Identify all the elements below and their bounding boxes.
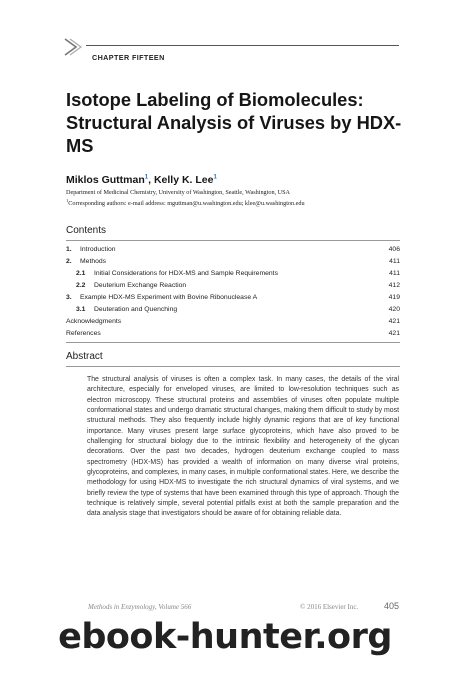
abstract-text: The structural analysis of viruses is often a complex task. In many cases, the details of the viral architecture, especially for enveloped viruses, are limited to low-resolution techniques such as electron microscopy. These structural proteins and assemblies of viruses often populate multiple conformational states and undergo dramatic structural changes, making them difficult to study by most structural methods. They also frequently include highly dynamic regions that are of key functional importance. Many viruses present large surface glycoproteins, which have also proved to be challenging for structural biology due to the intrinsic flexibility and heterogeneity of the glycan decorations. Over the past two decades, hydrogen deuterium exchange coupled to mass spectrometry (HDX-MS) has provided a wealth of information on many diverse viral proteins, glycoproteins, and complexes, in many cases, in multiple conformational states. Here, we describe the methodology for using HDX-MS to investigate the rich structural dynamics of viral systems, and we briefly review the type of systems that have been examined through this type of approach. Though the technique is relatively simple, several potential pitfalls exist at both the sample preparation and the data analysis stage that investigators should be aware of for obtaining reliable data. (87, 376, 399, 518)
toc-item-number: 1. (66, 246, 72, 253)
toc-item-label: Deuteration and Quenching (94, 306, 178, 313)
toc-item-label: Initial Considerations for HDX-MS and Sample Requirements (94, 270, 278, 277)
toc-item-number: 2. (66, 258, 72, 265)
author-affiliation-mark[interactable]: 1 (213, 174, 217, 181)
toc-item[interactable] (66, 244, 400, 256)
toc-item-label: Acknowledgments (66, 318, 122, 325)
toc-item-number: 3. (66, 294, 72, 301)
toc-item-page: 411 (389, 270, 400, 277)
toc-item-page: 421 (388, 318, 400, 325)
chapter-chevron-icon (62, 37, 82, 57)
affiliation (66, 189, 305, 208)
toc-item-number: 2.1 (76, 270, 86, 277)
contents-rule-bottom (66, 342, 400, 343)
author-affiliation-mark[interactable]: 1 (144, 174, 149, 181)
toc-item-page: 406 (388, 246, 400, 253)
toc-item-number: 2.2 (76, 282, 86, 289)
toc-item[interactable] (66, 268, 400, 280)
header-rule (86, 45, 399, 46)
toc-item-label: Introduction (80, 246, 116, 253)
toc-item[interactable] (66, 280, 400, 292)
table-of-contents (66, 244, 400, 340)
journal-footer: Methods in Enzymology, Volume 566 (88, 603, 192, 611)
contents-rule-top (66, 240, 400, 241)
toc-item-page: 419 (388, 294, 400, 301)
contents-heading: Contents (66, 225, 107, 236)
toc-item[interactable] (66, 316, 400, 328)
copyright-footer: © 2016 Elsevier Inc. (300, 603, 359, 611)
watermark-text: ebook-hunter.org (58, 617, 392, 657)
corresponding-text: Corresponding authors: e-mail address: mguttman@u.washington.edu; klee@u.washington.edu (68, 200, 305, 208)
toc-item-page: 420 (388, 306, 400, 313)
toc-item-page: 421 (388, 330, 400, 337)
toc-item-page: 412 (388, 282, 400, 289)
author-list (66, 174, 217, 186)
author-name: Miklos Guttman (66, 174, 145, 186)
toc-item-label: Deuterium Exchange Reaction (94, 282, 187, 289)
toc-item[interactable] (66, 328, 400, 340)
abstract-rule (66, 366, 400, 367)
toc-item[interactable] (66, 304, 400, 316)
toc-item-number: 3.1 (76, 306, 86, 313)
abstract-heading: Abstract (66, 351, 103, 362)
chapter-label: CHAPTER FIFTEEN (92, 53, 165, 62)
toc-item-label: Methods (80, 258, 107, 265)
toc-item[interactable] (66, 256, 400, 268)
corresponding-mark: 1 (66, 198, 69, 203)
affiliation-department: Department of Medicinal Chemistry, University of Washington, Seattle, Washington, USA (66, 189, 291, 196)
toc-item-label: Example HDX-MS Experiment with Bovine Ribonuclease A (80, 294, 258, 301)
corresponding-authors (66, 197, 305, 208)
toc-item[interactable] (66, 292, 400, 304)
page-number: 405 (384, 601, 400, 611)
toc-item-page: 411 (389, 258, 400, 265)
chapter-title: Isotope Labeling of Biomolecules: Structural Analysis of Viruses by HDX-MS (66, 89, 402, 156)
author-name: Kelly K. Lee (153, 174, 214, 186)
toc-item-label: References (66, 330, 101, 337)
author-separator: , (148, 174, 154, 186)
